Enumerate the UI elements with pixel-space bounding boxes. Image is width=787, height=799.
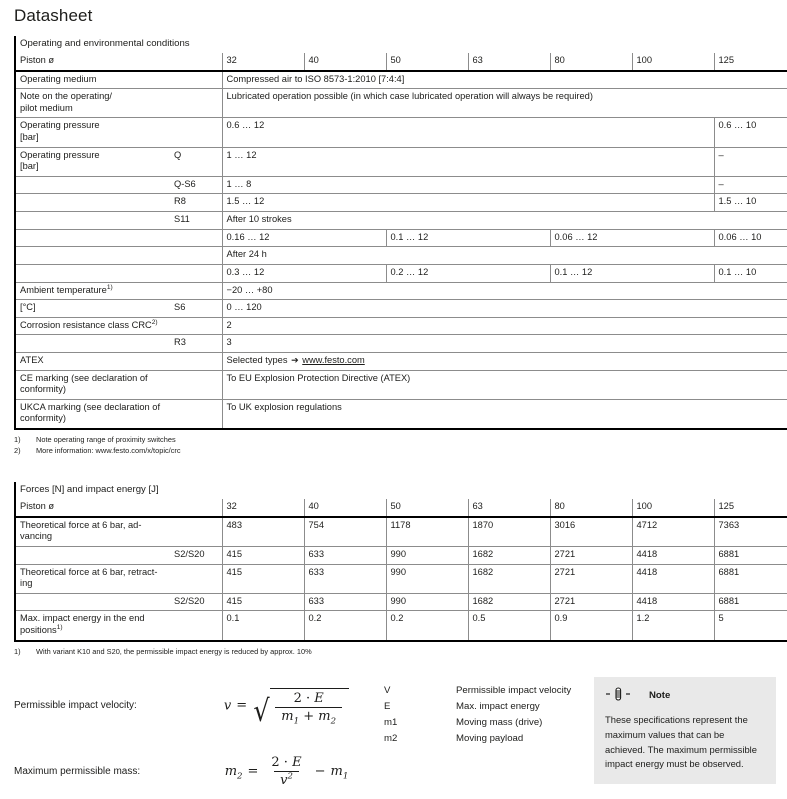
row-sublabel (170, 370, 222, 399)
row-value-spanning: 2 (222, 317, 787, 335)
row-value: 1682 (468, 564, 550, 593)
note-body: These specifications represent the maximum values that can be achieved. The maximum permissible impact energy must be observed. (605, 714, 757, 770)
table-header-row (15, 53, 787, 71)
table-row (15, 399, 787, 429)
row-value-group: 1.5 … 12 (222, 194, 714, 212)
datasheet-page (0, 6, 787, 789)
velocity-formula-row (14, 679, 384, 733)
row-sublabel: R3 (170, 335, 222, 353)
row-sublabel (170, 611, 222, 641)
row-sublabel (170, 89, 222, 118)
row-value: 0.5 (468, 611, 550, 641)
note-title: Note (649, 689, 671, 701)
column-header-80: 80 (550, 499, 632, 517)
row-value-quad: 0.2 … 12 (386, 264, 550, 282)
row-label: Operating medium (15, 71, 170, 89)
forces-body (15, 482, 787, 640)
row-value-group: 0.6 … 12 (222, 118, 714, 147)
table-caption: Forces [N] and impact energy [J] (15, 482, 222, 499)
table-row (15, 352, 787, 370)
row-sublabel: Q-S6 (170, 176, 222, 194)
mass-formula-row (14, 745, 384, 799)
table2-footnotes (14, 646, 773, 657)
legend-row (384, 733, 594, 745)
row-value: 2721 (550, 593, 632, 611)
row-label: Note on the operating/ pilot medium (15, 89, 170, 118)
row-value: 6881 (714, 593, 787, 611)
column-header-63: 63 (468, 499, 550, 517)
row-value: 754 (304, 517, 386, 547)
table-row (15, 317, 787, 335)
row-value: 1.2 (632, 611, 714, 641)
row-label: Theoretical force at 6 bar, retract- ing (15, 564, 170, 593)
row-label: ATEX (15, 352, 170, 370)
forces-table (14, 482, 787, 641)
note-box (594, 677, 776, 784)
row-value: 633 (304, 564, 386, 593)
row-sublabel (170, 564, 222, 593)
row-label (15, 547, 170, 565)
table-row (15, 71, 787, 89)
column-header-100: 100 (632, 53, 714, 71)
row-label: CE marking (see declaration of conformity) (15, 370, 170, 399)
note-icon (605, 686, 631, 707)
row-value: 4418 (632, 593, 714, 611)
row-value-quad: 0.06 … 12 (550, 229, 714, 247)
table-row (15, 89, 787, 118)
row-label (15, 212, 170, 230)
row-label (15, 264, 170, 282)
row-sublabel (170, 247, 222, 265)
footnote-marker: 1) (14, 646, 21, 656)
row-value: 415 (222, 593, 304, 611)
row-value-quad: 0.1 … 12 (386, 229, 550, 247)
row-value: 990 (386, 547, 468, 565)
legend-symbol: m2 (384, 732, 398, 744)
row-value-last: – (714, 176, 787, 194)
row-value: 4418 (632, 547, 714, 565)
row-value-spanning: Lubricated operation possible (in which case lubricated operation will always be required) (222, 89, 787, 118)
table-row (15, 194, 787, 212)
table-row (15, 564, 787, 593)
column-header-63: 63 (468, 53, 550, 71)
row-value: 6881 (714, 564, 787, 593)
legend-row (384, 717, 594, 729)
column-header-40: 40 (304, 53, 386, 71)
column-header-50: 50 (386, 499, 468, 517)
row-value: 6881 (714, 547, 787, 565)
row-value-spanning: To EU Explosion Protection Directive (ATEX) (222, 370, 787, 399)
footnote-text: Note operating range of proximity switches (36, 435, 176, 444)
row-value: 633 (304, 593, 386, 611)
table-row (15, 264, 787, 282)
row-value-spanning: After 10 strokes (222, 212, 787, 230)
operating-conditions-table (14, 36, 787, 430)
row-value-spanning: −20 … +80 (222, 282, 787, 300)
table-row (15, 300, 787, 318)
column-header-125: 125 (714, 53, 787, 71)
row-value-quad: 0.06 … 10 (714, 229, 787, 247)
forces-table-wrap (14, 482, 773, 641)
row-value: 1870 (468, 517, 550, 547)
row-value-last: – (714, 147, 787, 176)
row-value: 1682 (468, 547, 550, 565)
row-value: 4712 (632, 517, 714, 547)
table-caption: Operating and environmental conditions (15, 36, 222, 53)
column-header-piston: Piston ø (15, 53, 222, 71)
legend-symbol: V (384, 684, 391, 696)
table-row (15, 611, 787, 641)
row-label (15, 229, 170, 247)
row-value-quad: 0.16 … 12 (222, 229, 386, 247)
caption-filler (222, 36, 787, 53)
row-sublabel (170, 399, 222, 429)
row-label: Corrosion resistance class CRC$^{2)}$ (15, 317, 170, 335)
row-label (15, 593, 170, 611)
row-value: 5 (714, 611, 787, 641)
legend-row (384, 701, 594, 713)
row-value: 3016 (550, 517, 632, 547)
footnote (14, 434, 773, 445)
row-sublabel: S11 (170, 212, 222, 230)
operating-conditions-table-wrap (14, 36, 773, 430)
row-sublabel: R8 (170, 194, 222, 212)
row-value-spanning: To UK explosion regulations (222, 399, 787, 429)
row-sublabel (170, 71, 222, 89)
row-sublabel (170, 282, 222, 300)
row-label: Max. impact energy in the end positions$^{1)}$ (15, 611, 170, 641)
row-sublabel: S2/S20 (170, 547, 222, 565)
row-value: 2721 (550, 547, 632, 565)
arrow-icon: ➔ (291, 354, 299, 365)
legend-symbol: E (384, 700, 391, 712)
formula-section (14, 679, 773, 799)
velocity-formula-label: Permissible impact velocity: (14, 700, 137, 712)
table-row (15, 593, 787, 611)
row-value: 1682 (468, 593, 550, 611)
page-title: Datasheet (14, 6, 93, 25)
external-link[interactable]: www.festo.com (302, 354, 365, 365)
row-label: Ambient temperature$^{1)}$ (15, 282, 170, 300)
footnote-marker: 1) (14, 435, 21, 444)
table-header-row (15, 499, 787, 517)
mass-formula-label: Maximum permissible mass: (14, 766, 141, 778)
row-value-spanning: After 24 h (222, 247, 787, 265)
table-row (15, 247, 787, 265)
table-row (15, 176, 787, 194)
legend-description: Permissible impact velocity (456, 684, 572, 696)
table-row (15, 147, 787, 176)
row-value: 633 (304, 547, 386, 565)
row-value-quad: 0.1 … 10 (714, 264, 787, 282)
table-row (15, 335, 787, 353)
legend-description: Moving mass (drive) (456, 716, 543, 728)
row-value: 0.2 (304, 611, 386, 641)
row-label: Operating pressure [bar] (15, 118, 170, 147)
column-header-32: 32 (222, 499, 304, 517)
column-header-40: 40 (304, 499, 386, 517)
row-value-quad: 0.3 … 12 (222, 264, 386, 282)
row-sublabel (170, 229, 222, 247)
row-value: 2721 (550, 564, 632, 593)
row-label (15, 194, 170, 212)
column-header-125: 125 (714, 499, 787, 517)
column-header-32: 32 (222, 53, 304, 71)
row-value: 990 (386, 593, 468, 611)
row-value: 4418 (632, 564, 714, 593)
legend-description: Moving payload (456, 732, 524, 744)
row-value-last: 0.6 … 10 (714, 118, 787, 147)
table-row (15, 212, 787, 230)
row-sublabel (170, 118, 222, 147)
footnote-text: More information: www.festo.com/x/topic/crc (36, 446, 181, 456)
table-row (15, 370, 787, 399)
row-value: 990 (386, 564, 468, 593)
row-sublabel (170, 517, 222, 547)
legend-description: Max. impact energy (456, 700, 540, 712)
row-label (15, 176, 170, 194)
footnote-marker: 2) (14, 446, 21, 456)
table1-footnotes (14, 434, 773, 456)
table-row (15, 547, 787, 565)
row-value-group: 1 … 8 (222, 176, 714, 194)
row-label: Operating pressure [bar] (15, 147, 170, 176)
footnote (14, 646, 773, 657)
footnote (14, 445, 773, 456)
column-header-100: 100 (632, 499, 714, 517)
row-value-last: 1.5 … 10 (714, 194, 787, 212)
row-value-spanning: 3 (222, 335, 787, 353)
symbol-legend (384, 679, 594, 749)
table-row (15, 118, 787, 147)
footnote-text: With variant K10 and S20, the permissible impact energy is reduced by approx. 10% (36, 646, 312, 656)
row-label (15, 335, 170, 353)
legend-symbol: m1 (384, 716, 398, 728)
column-header-piston: Piston ø (15, 499, 222, 517)
caption-filler (222, 482, 787, 499)
row-label: Theoretical force at 6 bar, ad- vancing (15, 517, 170, 547)
velocity-formula-math: v = √ $\frac{2 \cdot E}{m_1 + m_2}$ (189, 688, 384, 724)
row-label: [°C] (15, 300, 170, 318)
row-value: 0.9 (550, 611, 632, 641)
row-value: 415 (222, 564, 304, 593)
note-header (605, 686, 765, 707)
table-row (15, 229, 787, 247)
row-value: 0.2 (386, 611, 468, 641)
row-value: 0.1 (222, 611, 304, 641)
row-value: 1178 (386, 517, 468, 547)
row-value: 483 (222, 517, 304, 547)
row-sublabel (170, 264, 222, 282)
row-sublabel: Q (170, 147, 222, 176)
mass-formula-math: $m_2$ = $\frac{2 \cdot E}{v^2}$ − $m_1$ (224, 755, 349, 789)
row-value-spanning: Compressed air to ISO 8573-1:2010 [7:4:4] (222, 71, 787, 89)
row-value-spanning: 0 … 120 (222, 300, 787, 318)
table-row (15, 517, 787, 547)
row-sublabel: S6 (170, 300, 222, 318)
row-label (15, 247, 170, 265)
row-value-group: 1 … 12 (222, 147, 714, 176)
row-value: 415 (222, 547, 304, 565)
row-value: 7363 (714, 517, 787, 547)
column-header-80: 80 (550, 53, 632, 71)
table-row (15, 282, 787, 300)
row-value-quad: 0.1 … 12 (550, 264, 714, 282)
row-label: UKCA marking (see declaration of conformity) (15, 399, 170, 429)
row-sublabel (170, 317, 222, 335)
legend-row (384, 685, 594, 697)
formula-column (14, 679, 384, 799)
row-sublabel (170, 352, 222, 370)
operating-conditions-body (15, 36, 787, 429)
table-caption-row (15, 36, 787, 53)
column-header-50: 50 (386, 53, 468, 71)
row-sublabel: S2/S20 (170, 593, 222, 611)
row-value-spanning: Selected types ➔ www.festo.com (222, 352, 787, 370)
table-caption-row (15, 482, 787, 499)
